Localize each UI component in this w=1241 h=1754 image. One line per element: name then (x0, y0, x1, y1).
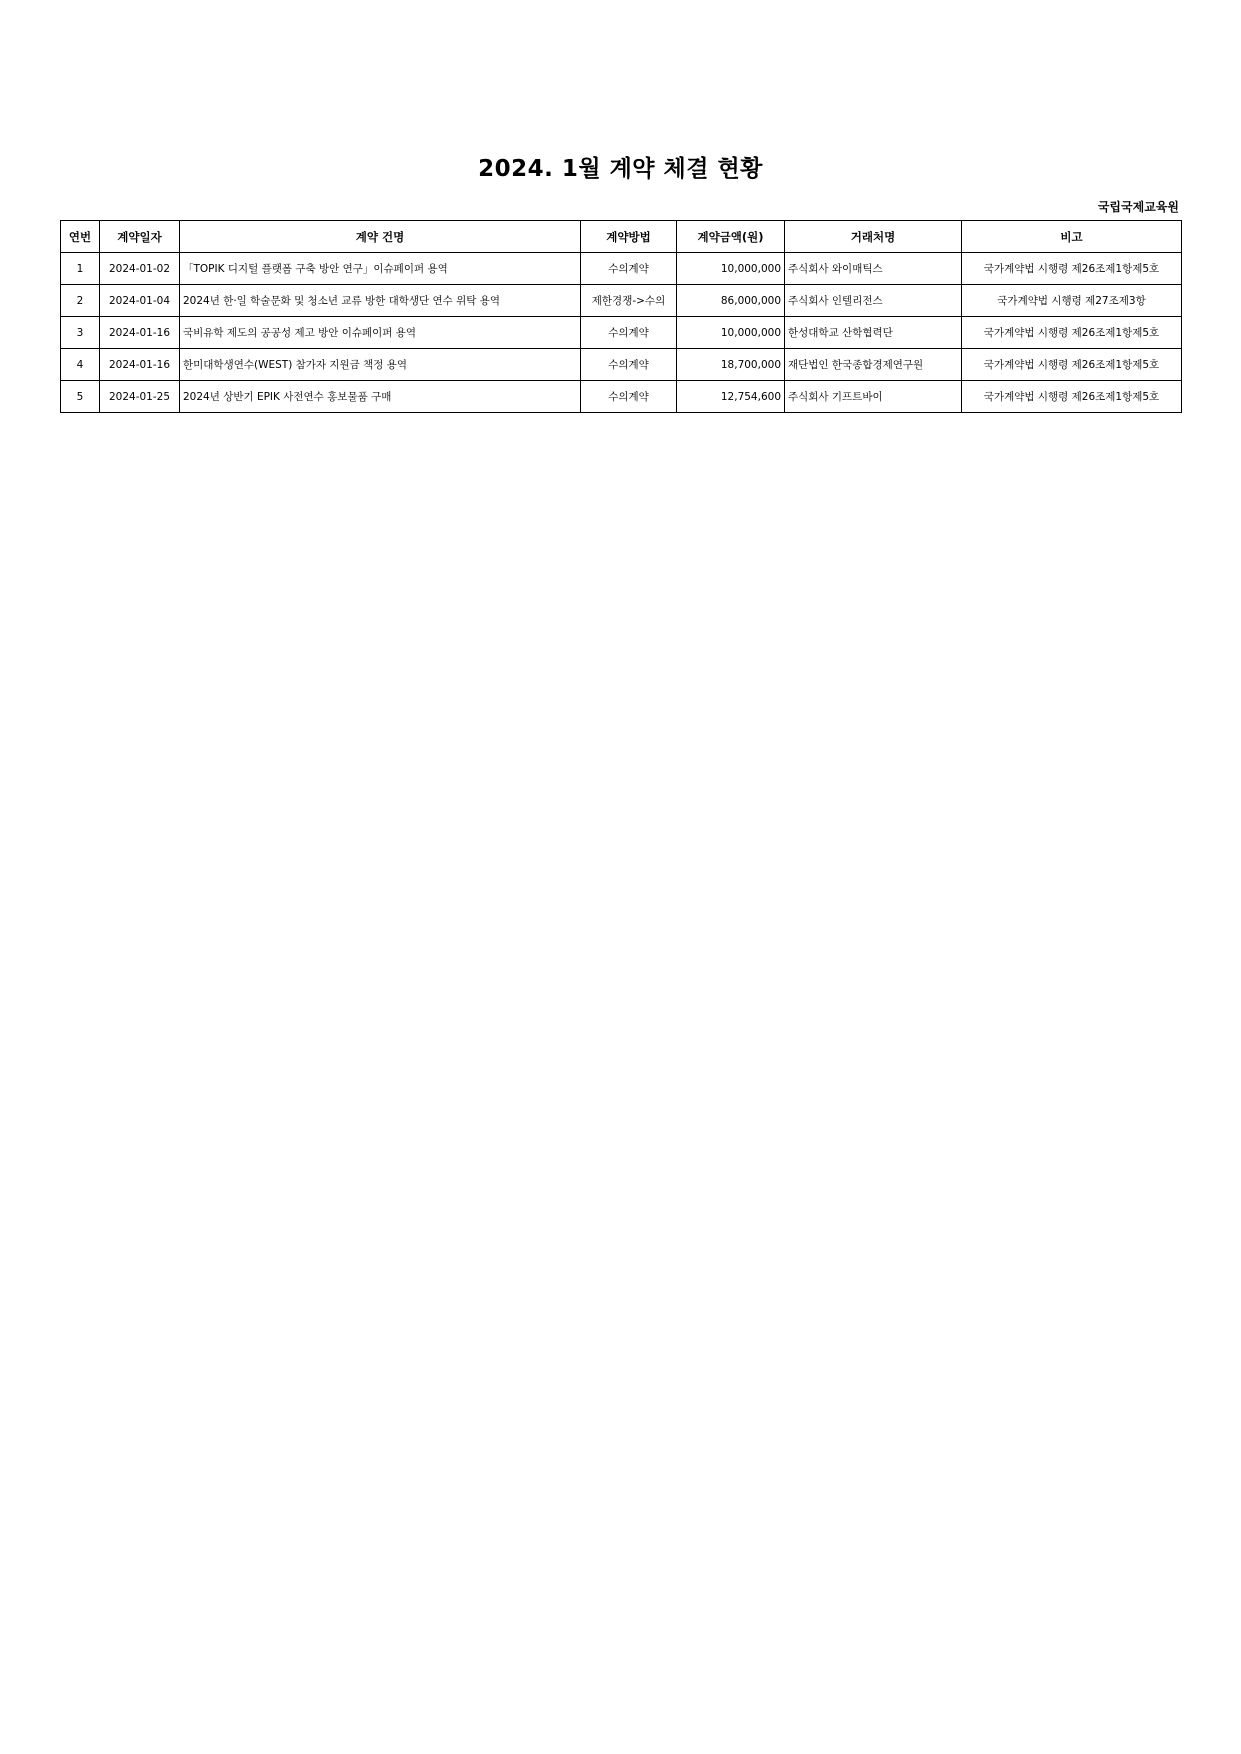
cell-contract-name: 한미대학생연수(WEST) 참가자 지원금 책정 용역 (180, 349, 581, 381)
header-amount: 계약금액(원) (677, 221, 785, 253)
cell-amount: 10,000,000 (677, 317, 785, 349)
cell-remarks: 국가계약법 시행령 제26조제1항제5호 (962, 253, 1182, 285)
cell-method: 수의계약 (581, 381, 677, 413)
cell-date: 2024-01-02 (100, 253, 180, 285)
cell-method: 수의계약 (581, 317, 677, 349)
cell-remarks: 국가계약법 시행령 제26조제1항제5호 (962, 349, 1182, 381)
table-row (61, 285, 1182, 317)
cell-date: 2024-01-16 (100, 317, 180, 349)
contract-table (60, 220, 1182, 413)
cell-contract-name: 국비유학 제도의 공공성 제고 방안 이슈페이퍼 용역 (180, 317, 581, 349)
table-row (61, 381, 1182, 413)
cell-remarks: 국가계약법 시행령 제26조제1항제5호 (962, 317, 1182, 349)
table-row (61, 349, 1182, 381)
page-title: 2024. 1월 계약 체결 현황 (478, 156, 763, 182)
table-header-row (61, 221, 1182, 253)
table-row (61, 253, 1182, 285)
cell-no: 1 (61, 253, 100, 285)
cell-no: 5 (61, 381, 100, 413)
cell-remarks: 국가계약법 시행령 제27조제3항 (962, 285, 1182, 317)
cell-no: 2 (61, 285, 100, 317)
cell-vendor: 재단법인 한국종합경제연구원 (785, 349, 962, 381)
cell-method: 수의계약 (581, 349, 677, 381)
cell-method: 제한경쟁->수의 (581, 285, 677, 317)
cell-date: 2024-01-04 (100, 285, 180, 317)
header-vendor: 거래처명 (785, 221, 962, 253)
cell-contract-name: 2024년 상반기 EPIK 사전연수 홍보물품 구매 (180, 381, 581, 413)
cell-vendor: 주식회사 기프트바이 (785, 381, 962, 413)
organization-name: 국립국제교육원 (1097, 200, 1179, 214)
header-no: 연번 (61, 221, 100, 253)
cell-vendor: 주식회사 인텔리전스 (785, 285, 962, 317)
cell-vendor: 주식회사 와이매틱스 (785, 253, 962, 285)
cell-no: 4 (61, 349, 100, 381)
header-remarks: 비고 (962, 221, 1182, 253)
header-contract-name: 계약 건명 (180, 221, 581, 253)
cell-date: 2024-01-25 (100, 381, 180, 413)
cell-amount: 18,700,000 (677, 349, 785, 381)
cell-contract-name: 「TOPIK 디지털 플랫폼 구축 방안 연구」이슈페이퍼 용역 (180, 253, 581, 285)
cell-vendor: 한성대학교 산학협력단 (785, 317, 962, 349)
cell-remarks: 국가계약법 시행령 제26조제1항제5호 (962, 381, 1182, 413)
cell-contract-name: 2024년 한·일 학술문화 및 청소년 교류 방한 대학생단 연수 위탁 용역 (180, 285, 581, 317)
table-row (61, 317, 1182, 349)
cell-amount: 10,000,000 (677, 253, 785, 285)
header-method: 계약방법 (581, 221, 677, 253)
cell-method: 수의계약 (581, 253, 677, 285)
cell-no: 3 (61, 317, 100, 349)
cell-date: 2024-01-16 (100, 349, 180, 381)
cell-amount: 12,754,600 (677, 381, 785, 413)
header-date: 계약일자 (100, 221, 180, 253)
cell-amount: 86,000,000 (677, 285, 785, 317)
